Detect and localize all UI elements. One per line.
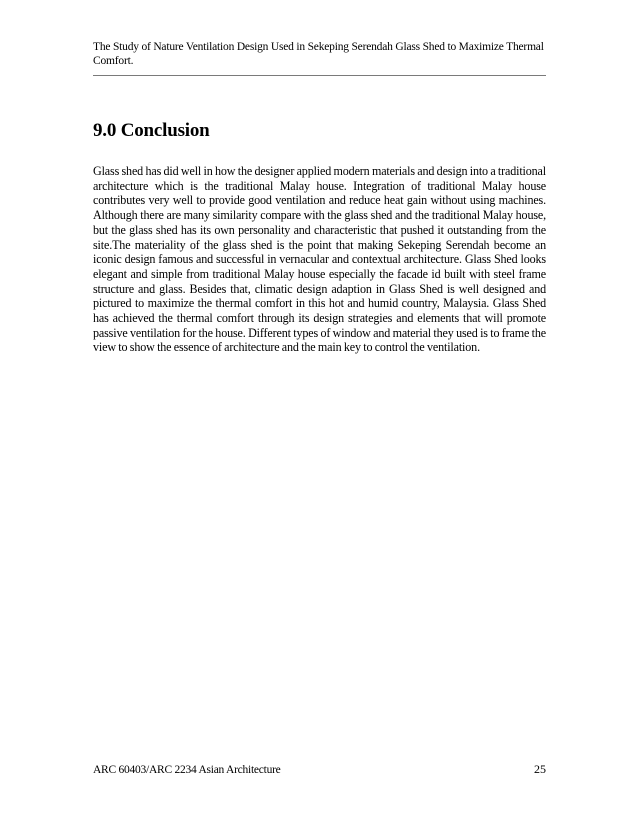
- header-divider: [93, 75, 546, 76]
- page-number: 25: [534, 762, 546, 776]
- footer-course-label: ARC 60403/ARC 2234 Asian Architecture: [93, 764, 281, 776]
- running-header: The Study of Nature Ventilation Design Used in Sekeping Serendah Glass Shed to Maximize Thermal Comfort.: [93, 41, 544, 67]
- conclusion-paragraph: Glass shed has did well in how the designer applied modern materials and design into a traditional architecture which is the traditional Malay house. Integration of traditional Malay house contributes very well to provide good ventilation and reduce heat gain without using machines. Although there are many similarity compare with the glass shed and the traditional Malay house, but the glass shed has its own personality and characteristic that pushed it outstanding from the site.The materiality of the glass shed is the point that making Sekeping Serendah become an iconic design famous and successful in vernacular and contextual architecture. Glass Shed looks elegant and simple from traditional Malay house especially the facade id built with steel frame structure and glass. Besides that, climatic design adaption in Glass Shed is well designed and pictured to maximize the thermal comfort in this hot and humid country, Malaysia. Glass Shed has achieved the thermal comfort through its design strategies and elements that will promote passive ventilation for the house. Different types of window and material they used is to frame the view to show the essence of architecture and the main key to control the ventilation.: [93, 164, 546, 355]
- section-heading: 9.0 Conclusion: [93, 120, 210, 141]
